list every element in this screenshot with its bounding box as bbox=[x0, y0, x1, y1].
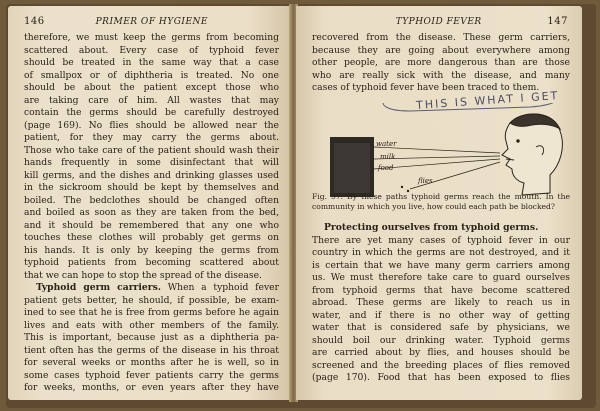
text-line: Those who take care of the patient should wash their bbox=[24, 144, 279, 156]
text-line: because they are going about everywhere among bbox=[312, 44, 570, 56]
text-line: country in which the germs are not destroyed, and it bbox=[312, 247, 570, 258]
fly-icon bbox=[401, 186, 403, 188]
text-fragment: When a typhoid fever bbox=[167, 282, 279, 293]
text-line: should boil our drinking water. Typhoid germs bbox=[312, 334, 570, 346]
text-line: other people, are more dangerous than are those bbox=[312, 57, 570, 68]
left-page-body bbox=[24, 32, 279, 395]
text-line: his hands. It is only by keeping the germs from bbox=[24, 244, 279, 256]
text-line: for weeks, months, or even years after they have bbox=[24, 382, 279, 393]
left-page-number: 146 bbox=[24, 16, 45, 27]
text-line: touches these clothes will probably get germs on bbox=[24, 232, 279, 243]
text-line: that we can hope to stop the spread of the disease. bbox=[24, 269, 262, 281]
text-line: boiled. The bedclothes should be changed often bbox=[24, 194, 279, 206]
right-page-body-top bbox=[312, 32, 570, 95]
text-line: are carried about by flies, and houses should be bbox=[312, 347, 570, 358]
left-page bbox=[8, 6, 291, 400]
text-line: ined to see that he is free from germs before he again bbox=[24, 307, 279, 318]
text-line: should be treated in the same way that a case bbox=[24, 57, 279, 68]
text-line: water, and if there is no other way of getting bbox=[312, 309, 570, 321]
handwritten-note: THIS IS WHAT I GET bbox=[415, 89, 560, 112]
pencil-loop bbox=[383, 103, 558, 111]
text-line: kill germs, and the dishes and drinking glasses used bbox=[24, 169, 279, 181]
text-line: tient often has the germs of the disease in his throat bbox=[24, 344, 279, 356]
section-heading-germ-carriers: Typhoid germ carriers. bbox=[36, 282, 161, 293]
label-flies: flies bbox=[418, 177, 433, 185]
text-line: abroad. These germs are likely to reach us in bbox=[312, 297, 570, 308]
text-line: in the sickroom should be kept by themselves and bbox=[24, 182, 279, 193]
text-line: who are really sick with the disease, and many bbox=[312, 69, 570, 81]
text-line: are taking care of him. All wastes that may bbox=[24, 94, 279, 106]
text-line: is certain that we have many germ carriers among bbox=[312, 259, 570, 271]
text-line: and it should be remembered that any one who bbox=[24, 219, 279, 231]
text-line: therefore, we must keep the germs from becoming bbox=[24, 32, 279, 43]
section-heading-text: Protecting ourselves from typhoid germs. bbox=[324, 222, 539, 233]
section-first-line bbox=[24, 282, 279, 295]
text-line: There are yet many cases of typhoid fever in our bbox=[312, 234, 570, 246]
text-line: should be about the patient except those who bbox=[24, 82, 279, 93]
text-line: of smallpox or of diphtheria is treated. No one bbox=[24, 69, 279, 81]
text-line: lives and eats with other members of the family. bbox=[24, 319, 279, 331]
label-food: food bbox=[378, 164, 394, 172]
text-line: patient gets better, he should, if possible, be exam- bbox=[24, 294, 279, 306]
text-line: This is important, because just as a diphtheria pa- bbox=[24, 332, 279, 343]
text-line: and boiled as soon as they are taken from the bed, bbox=[24, 207, 279, 218]
text-line: for several weeks or months after he is well, so in bbox=[24, 357, 279, 368]
text-line: (page 170). Food that has been exposed to flies bbox=[312, 372, 570, 383]
text-line: from typhoid germs that have become scattered bbox=[312, 284, 570, 296]
text-line: cases of typhoid fever have been traced to them. bbox=[312, 82, 540, 93]
figure-caption bbox=[312, 192, 570, 212]
text-line: some cases typhoid fever patients carry the germs bbox=[24, 369, 279, 381]
right-page-number: 147 bbox=[547, 16, 568, 27]
text-line: screened and the breeding places of flies removed bbox=[312, 359, 570, 371]
text-line: typhoid patients from becoming scattered about bbox=[24, 257, 279, 268]
text-line: water that is considered safe by physicians, we bbox=[312, 322, 570, 333]
source-block-shade bbox=[334, 143, 370, 193]
right-page-body-bottom bbox=[312, 222, 570, 385]
label-water: water bbox=[376, 140, 397, 148]
text-line: hands frequently in some disinfectant that will bbox=[24, 157, 279, 168]
right-page-header bbox=[312, 16, 568, 27]
caption-line: community in which you live, how could each path be blocked? bbox=[312, 202, 555, 211]
text-line: us. We must therefore take care to guard ourselves bbox=[312, 272, 570, 283]
text-line: recovered from the disease. These germ carriers, bbox=[312, 32, 570, 43]
label-milk: milk bbox=[380, 153, 396, 161]
section-heading-protecting bbox=[312, 222, 570, 235]
boy-head-icon bbox=[502, 114, 562, 195]
right-running-head: TYPHOID FEVER bbox=[395, 17, 482, 27]
text-line: scattered about. Every case of typhoid fever bbox=[24, 44, 279, 56]
left-page-header bbox=[24, 16, 277, 27]
caption-line: Fig. 97. By these paths typhoid germs reach the mouth. In the bbox=[312, 192, 570, 201]
text-line: (page 169). No flies should be allowed near the bbox=[24, 119, 279, 131]
right-page bbox=[296, 6, 582, 400]
text-line: patient, for they may carry the germs about. bbox=[24, 132, 279, 143]
text-line: contain the germs should be carefully destroyed bbox=[24, 107, 279, 118]
left-running-head: PRIMER OF HYGIENE bbox=[95, 17, 208, 27]
